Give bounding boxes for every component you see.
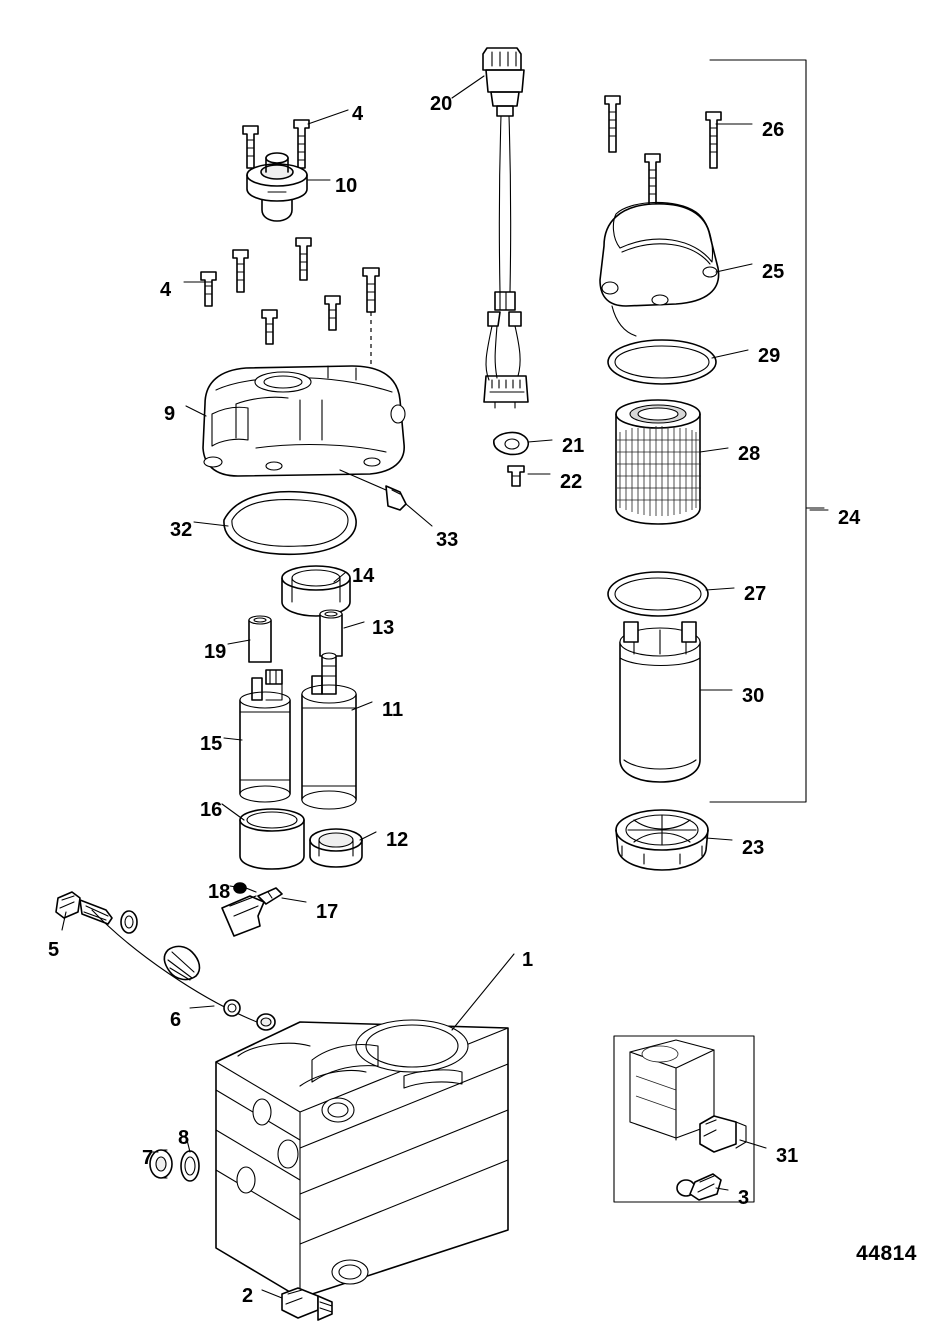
- part-1-module-body: [216, 1020, 508, 1298]
- callout-15: 15: [200, 733, 223, 755]
- part-14-collar: [282, 566, 350, 616]
- inset-detail-box: [614, 1036, 754, 1202]
- callout-11: 11: [382, 699, 404, 721]
- callout-22: 22: [560, 471, 583, 493]
- part-19-spacer: [249, 616, 271, 662]
- part-20-wiring-harness: [483, 48, 528, 408]
- callout-30: 30: [742, 685, 765, 707]
- part-12-seal: [310, 829, 362, 867]
- part-28-filter-element: [616, 400, 701, 524]
- part-23-end-cap: [616, 810, 708, 870]
- callout-1: 1: [522, 949, 534, 971]
- part-2-drain-fitting: [282, 1288, 332, 1320]
- callout-21: 21: [562, 435, 585, 457]
- callout-20: 20: [430, 93, 453, 115]
- part-9-cover: [203, 366, 405, 476]
- callout-6: 6: [170, 1009, 182, 1031]
- callout-27: 27: [744, 583, 767, 605]
- part-11-fuel-pump: [302, 653, 356, 809]
- part-21-washer: [494, 433, 528, 455]
- part-33-sensor: [340, 470, 406, 510]
- callout-14: 14: [352, 565, 375, 587]
- callout-4a: 4: [352, 103, 364, 125]
- callout-31: 31: [776, 1145, 799, 1167]
- callout-17: 17: [316, 901, 339, 923]
- callout-8: 8: [178, 1127, 190, 1149]
- drawing-number: 44814: [856, 1242, 917, 1265]
- callout-28: 28: [738, 443, 761, 465]
- callout-7: 7: [142, 1147, 154, 1169]
- callout-4b: 4: [160, 279, 172, 301]
- callout-19: 19: [204, 641, 227, 663]
- part-26-bolts: [605, 96, 721, 210]
- callout-25: 25: [762, 261, 785, 283]
- part-13-spacer: [320, 610, 342, 656]
- callout-18: 18: [208, 881, 231, 903]
- callout-10: 10: [335, 175, 358, 197]
- callout-24: 24: [838, 507, 861, 529]
- part-32-gasket: [224, 492, 356, 555]
- part-25-bracket: [600, 202, 719, 336]
- part-15-fuel-pump: [240, 670, 290, 802]
- callout-9: 9: [164, 403, 176, 425]
- part-16-cup: [240, 809, 304, 869]
- part-24-group-bracket: [710, 60, 824, 802]
- part-18-fastener: [234, 883, 256, 893]
- part-22-screw: [508, 466, 524, 486]
- part-27-oring: [608, 572, 708, 616]
- callout-32: 32: [170, 519, 193, 541]
- part-17-sender: [222, 888, 282, 936]
- part-30-filter-cup: [620, 622, 700, 782]
- callout-23: 23: [742, 837, 765, 859]
- callout-26: 26: [762, 119, 785, 141]
- callout-29: 29: [758, 345, 781, 367]
- callout-12: 12: [386, 829, 409, 851]
- part-29-oring: [608, 340, 716, 384]
- callout-5: 5: [48, 939, 60, 961]
- callout-16: 16: [200, 799, 223, 821]
- callout-33: 33: [436, 529, 459, 551]
- callout-3: 3: [738, 1187, 750, 1209]
- callout-2: 2: [242, 1285, 254, 1307]
- callout-13: 13: [372, 617, 395, 639]
- part-7-8-plug-washer: [150, 1150, 199, 1181]
